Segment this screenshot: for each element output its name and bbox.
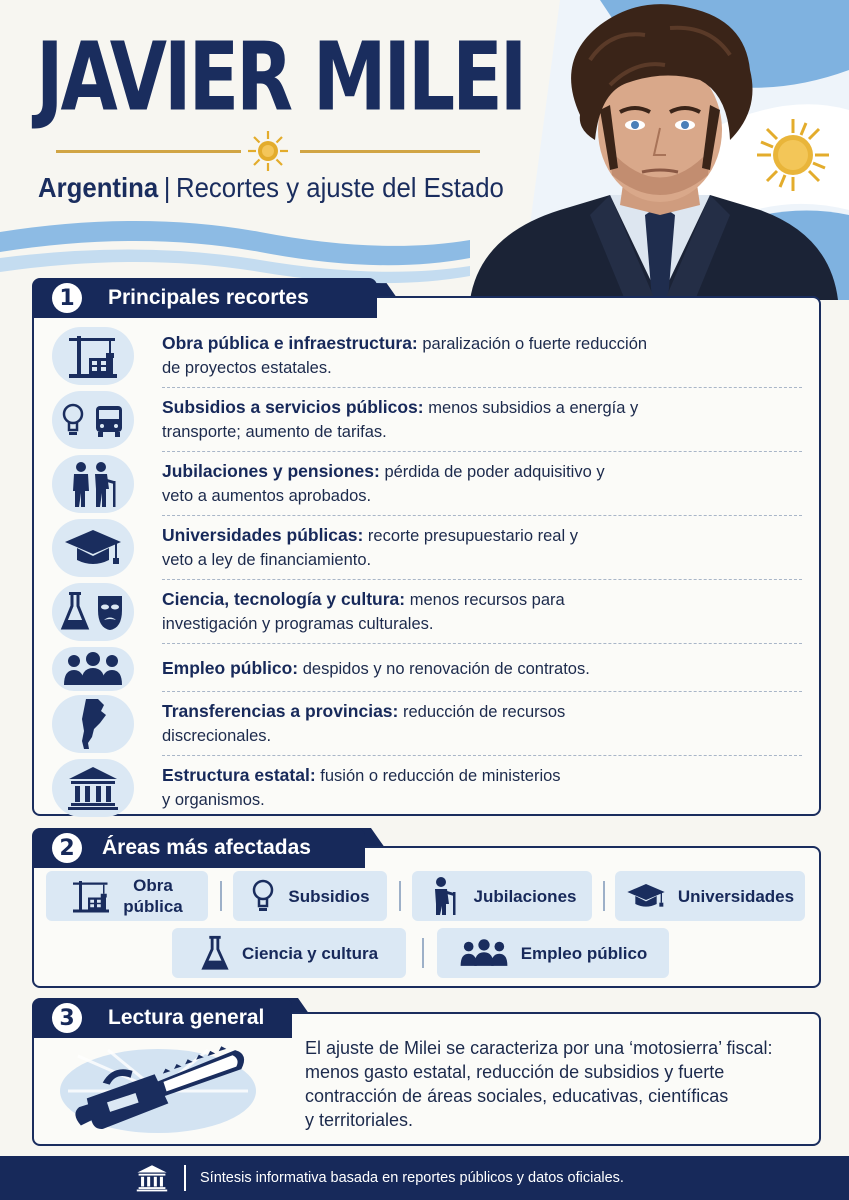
- cut-item-desc-cont: discrecionales.: [162, 727, 272, 745]
- cut-item-title: Estructura estatal:: [162, 765, 316, 785]
- subtitle-country: Argentina: [38, 172, 159, 203]
- cut-item-title: Transferencias a provincias:: [162, 701, 399, 721]
- reading-line-3: contracción de áreas sociales, educativas, científicas: [305, 1086, 729, 1106]
- icon-circle: [52, 759, 134, 817]
- government-building-icon: [136, 1164, 168, 1192]
- pill-separator: [603, 881, 605, 911]
- cut-item-title: Obra pública e infraestructura:: [162, 333, 418, 353]
- page-title: JAVIER MILEI: [36, 22, 525, 133]
- area-pill-universidades: [615, 871, 805, 921]
- government-building-icon: [67, 765, 119, 811]
- cut-item-desc: paralización o fuerte reducción: [422, 335, 648, 353]
- icon-circle: [52, 519, 134, 577]
- pill-separator: [399, 881, 401, 911]
- portrait-illustration: [460, 0, 849, 300]
- icon-circle: [52, 455, 134, 513]
- cut-item-desc: menos subsidios a energía y: [428, 399, 639, 417]
- construction-crane-icon: [67, 332, 119, 380]
- footer-text: Síntesis informativa basada en reportes públicos y datos oficiales.: [200, 1170, 624, 1186]
- section-3-title: Lectura general: [108, 1006, 265, 1029]
- title-rule-left: [56, 150, 241, 153]
- cut-item-desc: recorte presupuestario real y: [367, 527, 578, 545]
- reading-text: [305, 1036, 795, 1132]
- section-3-header: [32, 998, 292, 1038]
- section-1-header: [32, 278, 377, 318]
- pill-separator: [220, 881, 222, 911]
- cut-item-text: [162, 699, 722, 748]
- section-3-number: 3: [52, 1003, 82, 1033]
- lightbulb-bus-icon: [60, 400, 126, 440]
- footer: [0, 1156, 849, 1200]
- people-group-icon: [459, 938, 509, 968]
- icon-circle: [52, 327, 134, 385]
- cut-item-text: [162, 763, 722, 812]
- area-pill-obra-publica: [46, 871, 208, 921]
- cut-item-text: [162, 395, 722, 444]
- footer-separator: [184, 1165, 186, 1191]
- reading-line-4: y territoriales.: [305, 1110, 414, 1130]
- cut-item-text: [162, 523, 722, 572]
- lightbulb-icon: [250, 878, 276, 914]
- cut-item-desc-cont: veto a aumentos aprobados.: [162, 487, 372, 505]
- subtitle-separator: |: [163, 172, 171, 203]
- header: [0, 0, 849, 300]
- section-2-number: 2: [52, 833, 82, 863]
- cut-item-desc-cont: investigación y programas culturales.: [162, 615, 434, 633]
- flask-mask-icon: [60, 590, 126, 634]
- cut-item-estructura: [52, 756, 802, 812]
- cut-item-desc: menos recursos para: [409, 591, 565, 609]
- section-1-number: 1: [52, 283, 82, 313]
- title-rule-right: [300, 150, 480, 153]
- chainsaw-icon: [48, 1046, 268, 1136]
- flask-icon: [200, 934, 230, 972]
- cut-item-text: [162, 587, 722, 636]
- subtitle: [38, 172, 504, 204]
- cut-item-desc: fusión o reducción de ministerios: [320, 767, 561, 785]
- area-pill-label: Universidades: [677, 886, 795, 906]
- area-pill-label: [123, 875, 183, 917]
- cut-item-desc: despidos y no renovación de contratos.: [302, 660, 590, 678]
- cut-item-jubilaciones: [52, 452, 802, 516]
- reading-line-2: menos gasto estatal, reducción de subsidios y fuerte: [305, 1062, 725, 1082]
- icon-circle: [52, 391, 134, 449]
- pill-separator: [422, 938, 424, 968]
- area-pill-jubilaciones: [412, 871, 592, 921]
- cut-item-title: Ciencia, tecnología y cultura:: [162, 589, 406, 609]
- elderly-couple-icon: [63, 459, 123, 509]
- area-pill-empleo-publico: [437, 928, 669, 978]
- cut-item-subsidios: [52, 388, 802, 452]
- icon-circle: [52, 583, 134, 641]
- elderly-person-icon: [428, 876, 462, 916]
- reading-line-1: El ajuste de Milei se caracteriza por una ‘motosierra’ fiscal:: [305, 1038, 773, 1058]
- cut-item-desc-cont: de proyectos estatales.: [162, 359, 332, 377]
- people-group-icon: [62, 651, 124, 687]
- cut-item-title: Subsidios a servicios públicos:: [162, 397, 424, 417]
- cut-item-ciencia: [52, 580, 802, 644]
- icon-circle: [52, 695, 134, 753]
- flag-sun-icon: [757, 119, 829, 191]
- argentina-map-icon: [76, 697, 110, 751]
- section-2-title: Áreas más afectadas: [102, 836, 311, 859]
- section-1-title: Principales recortes: [108, 286, 309, 309]
- section-2-header: [32, 828, 365, 868]
- cut-item-universidades: [52, 516, 802, 580]
- graduation-cap-icon: [626, 881, 666, 911]
- cut-item-title: Jubilaciones y pensiones:: [162, 461, 380, 481]
- cut-item-desc-cont: veto a ley de financiamiento.: [162, 551, 372, 569]
- area-pill-label: Subsidios: [288, 886, 370, 906]
- area-pill-label: Jubilaciones: [473, 886, 577, 906]
- cut-item-obra-publica: [52, 324, 802, 388]
- area-pill-label-line2: pública: [123, 897, 183, 916]
- subtitle-topic: Recortes y ajuste del Estado: [175, 172, 504, 203]
- cut-item-provincias: [52, 692, 802, 756]
- sun-of-may-icon: [247, 130, 289, 172]
- cut-item-text: [162, 459, 722, 508]
- icon-circle: [52, 647, 134, 691]
- area-pill-label: Empleo público: [520, 943, 648, 963]
- cut-item-desc: reducción de recursos: [402, 703, 566, 721]
- area-pill-label-line1: Obra: [133, 876, 173, 895]
- cut-item-text: [162, 331, 722, 380]
- cut-item-text: [162, 656, 722, 681]
- cut-item-desc-cont: y organismos.: [162, 791, 265, 809]
- cut-item-desc: pérdida de poder adquisitivo y: [384, 463, 605, 481]
- area-pill-subsidios: [233, 871, 387, 921]
- construction-crane-icon: [71, 878, 111, 914]
- cut-item-empleo: [52, 644, 802, 692]
- cut-item-desc-cont: transporte; aumento de tarifas.: [162, 423, 387, 441]
- graduation-cap-icon: [63, 526, 123, 570]
- cut-item-title: Universidades públicas:: [162, 525, 364, 545]
- area-pill-label: Ciencia y cultura: [241, 943, 379, 963]
- cut-item-title: Empleo público:: [162, 658, 299, 678]
- area-pill-ciencia-cultura: [172, 928, 406, 978]
